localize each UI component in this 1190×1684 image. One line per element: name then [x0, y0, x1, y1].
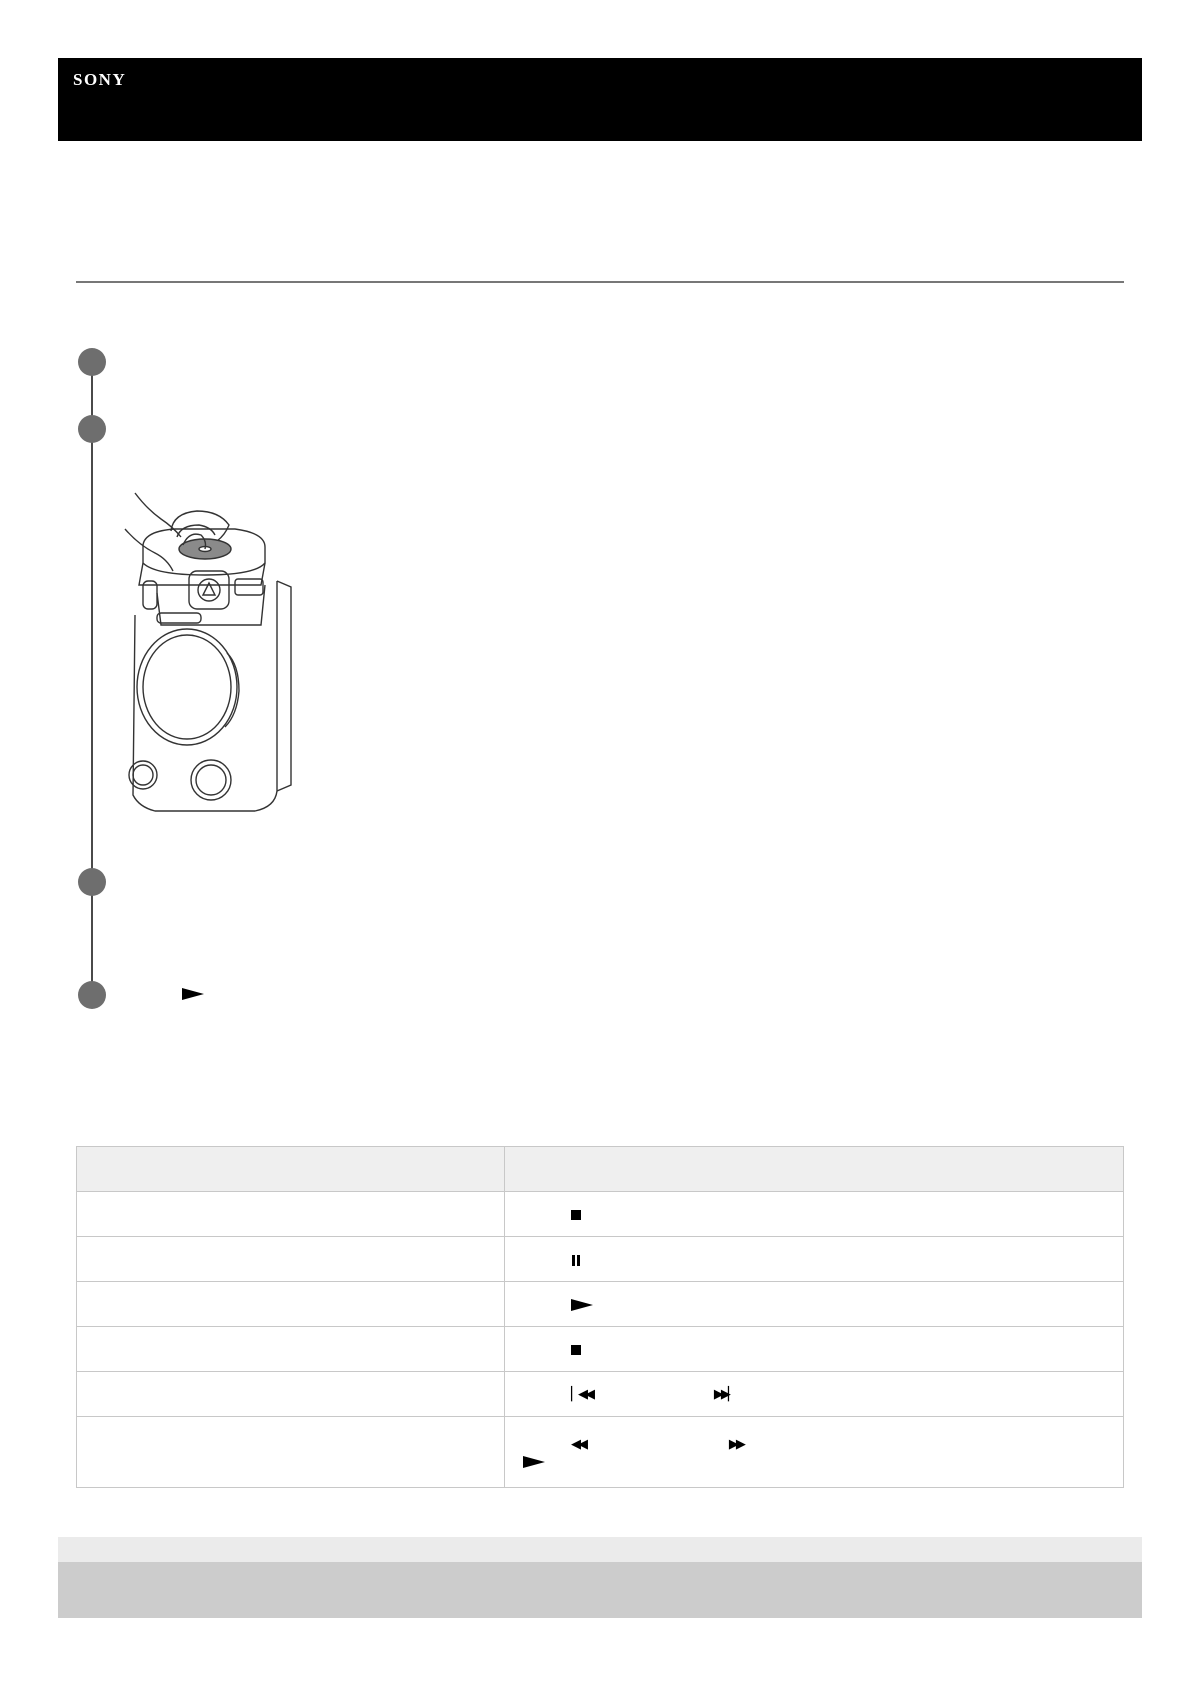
table-row: [77, 1417, 1124, 1488]
sony-logo: SONY: [73, 70, 127, 89]
task-cell: [77, 1192, 505, 1237]
play-icon: [571, 1299, 593, 1311]
speaker-illustration: [115, 485, 295, 820]
table-row: [77, 1372, 1124, 1417]
table-header-row: [77, 1147, 1124, 1192]
action-cell: [505, 1327, 1124, 1372]
column-header-action: [505, 1147, 1124, 1192]
table-row: [77, 1192, 1124, 1237]
stop-icon: [571, 1210, 581, 1220]
footer-strip: [58, 1537, 1142, 1562]
steps-connector-line: [91, 362, 93, 994]
step-1-marker: [78, 348, 106, 376]
step-4-text: [130, 985, 204, 1002]
play-icon: [523, 1456, 545, 1468]
action-cell: [505, 1417, 1124, 1488]
column-header-task: [77, 1147, 505, 1192]
table-row: [77, 1327, 1124, 1372]
step-2-marker: [78, 415, 106, 443]
pause-icon: [571, 1255, 581, 1266]
table-row: [77, 1237, 1124, 1282]
title-divider: [76, 281, 1124, 283]
task-cell: [77, 1327, 505, 1372]
action-cell: [505, 1282, 1124, 1327]
task-cell: [77, 1372, 505, 1417]
play-icon: [182, 988, 204, 1000]
stop-icon: [571, 1345, 581, 1355]
next-icon: ▶▶▏: [713, 1387, 735, 1403]
operations-table: [76, 1146, 1124, 1488]
action-cell: [505, 1237, 1124, 1282]
action-cell: [505, 1372, 1124, 1417]
rewind-icon: ◀◀: [571, 1437, 585, 1453]
fast-forward-icon: ▶▶: [728, 1437, 743, 1453]
page-footer: [58, 1562, 1142, 1618]
table-row: [77, 1282, 1124, 1327]
task-cell: [77, 1417, 505, 1488]
action-cell: [505, 1192, 1124, 1237]
task-cell: [77, 1282, 505, 1327]
step-4-marker: [78, 981, 106, 1009]
previous-icon: ▏◀◀: [571, 1387, 592, 1403]
page-header: [58, 58, 1142, 141]
task-cell: [77, 1237, 505, 1282]
step-3-marker: [78, 868, 106, 896]
